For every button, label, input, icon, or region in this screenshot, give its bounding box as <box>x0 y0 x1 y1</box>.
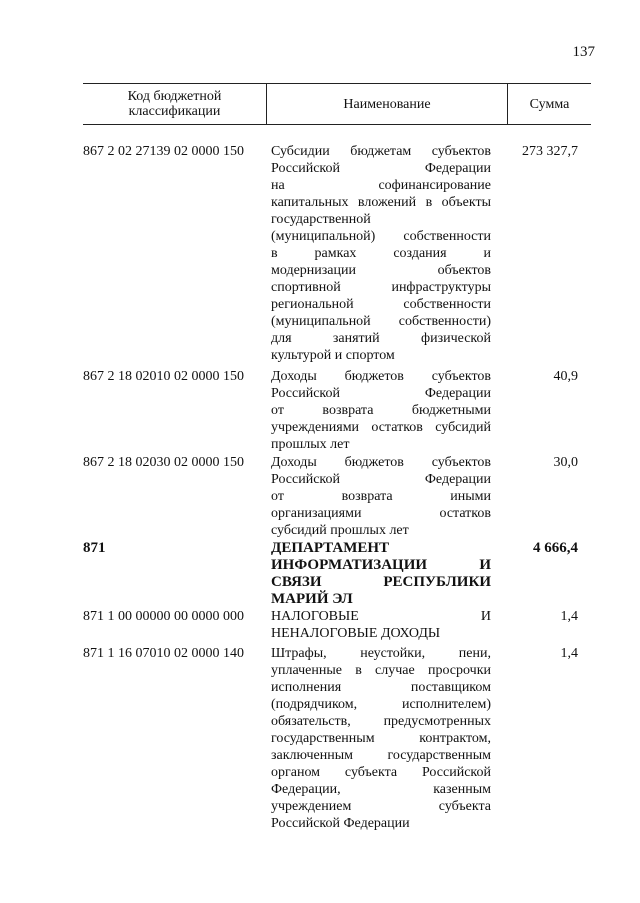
row-name-line: Доходы бюджетов субъектов <box>271 455 491 470</box>
row-name-line: заключенным государственным <box>271 748 491 763</box>
row-code: 871 <box>83 540 106 556</box>
row-name-line: Штрафы, неустойки, пени, <box>271 646 491 661</box>
row-name-line: государственной <box>271 212 371 227</box>
row-sum: 40,9 <box>553 369 578 384</box>
row-name <box>271 143 491 364</box>
header-code-line1: Код бюджетной <box>127 89 222 104</box>
row-name-line: капитальных вложений в объекты <box>271 195 491 210</box>
row-sum: 273 327,7 <box>522 144 578 159</box>
row-name <box>271 368 491 453</box>
row-name-line: СВЯЗИ РЕСПУБЛИКИ <box>271 574 491 590</box>
row-name-line: Федерации, казенным <box>271 782 491 797</box>
row-sum: 1,4 <box>560 609 578 624</box>
row-name-line: (подрядчиком, исполнителем) <box>271 697 491 712</box>
row-name <box>271 540 491 608</box>
row-name <box>271 454 491 539</box>
row-name-line: (муниципальной) собственности <box>271 229 491 244</box>
header-code <box>83 84 267 124</box>
row-code: 867 2 18 02030 02 0000 150 <box>83 455 244 470</box>
row-sum: 30,0 <box>553 455 578 470</box>
row-name-line: для занятий физической <box>271 331 491 346</box>
row-name-line: Российской Федерации <box>271 386 491 401</box>
row-name-line: в рамках создания и <box>271 246 491 261</box>
row-name-line: НАЛОГОВЫЕ И <box>271 609 491 624</box>
row-sum: 1,4 <box>560 646 578 661</box>
row-name-line: обязательств, предусмотренных <box>271 714 491 729</box>
row-name-line: государственным контрактом, <box>271 731 491 746</box>
header-sum: Сумма <box>529 96 570 112</box>
page-number: 137 <box>572 44 595 60</box>
row-name-line: региональной собственности <box>271 297 491 312</box>
row-name-line: модернизации объектов <box>271 263 491 278</box>
row-name-line: от возврата иными <box>271 489 491 504</box>
row-name-line: НЕНАЛОГОВЫЕ ДОХОДЫ <box>271 626 441 641</box>
header-name: Наименование <box>267 84 508 124</box>
row-code: 867 2 18 02010 02 0000 150 <box>83 369 244 384</box>
row-code: 871 1 16 07010 02 0000 140 <box>83 646 244 661</box>
row-name <box>271 645 491 832</box>
row-name-line: Субсидии бюджетам субъектов <box>271 144 491 159</box>
row-name-line: субсидий прошлых лет <box>271 523 409 538</box>
row-sum: 4 666,4 <box>533 540 578 556</box>
table-header <box>83 83 591 125</box>
header-code-line2: классификации <box>128 104 221 119</box>
row-name-line: спортивной инфраструктуры <box>271 280 491 295</box>
row-name-line: ИНФОРМАТИЗАЦИИ И <box>271 557 491 573</box>
row-name-line: исполнения поставщиком <box>271 680 491 695</box>
row-name-line: ДЕПАРТАМЕНТ <box>271 540 390 556</box>
row-name-line: Российской Федерации <box>271 161 491 176</box>
row-name-line: Российской Федерации <box>271 472 491 487</box>
row-name-line: культурой и спортом <box>271 348 395 363</box>
row-name-line: от возврата бюджетными <box>271 403 491 418</box>
row-code: 871 1 00 00000 00 0000 000 <box>83 609 244 624</box>
row-code: 867 2 02 27139 02 0000 150 <box>83 144 244 159</box>
row-name-line: (муниципальной собственности) <box>271 314 491 329</box>
row-name-line: учреждениями остатков субсидий <box>271 420 491 435</box>
row-name-line: прошлых лет <box>271 437 350 452</box>
row-name-line: Российской Федерации <box>271 816 410 831</box>
row-name-line: на софинансирование <box>271 178 491 193</box>
row-name-line: организациями остатков <box>271 506 491 521</box>
row-name <box>271 608 491 642</box>
row-name-line: органом субъекта Российской <box>271 765 491 780</box>
row-name-line: Доходы бюджетов субъектов <box>271 369 491 384</box>
row-name-line: МАРИЙ ЭЛ <box>271 591 353 607</box>
row-name-line: учреждением субъекта <box>271 799 491 814</box>
row-name-line: уплаченные в случае просрочки <box>271 663 491 678</box>
